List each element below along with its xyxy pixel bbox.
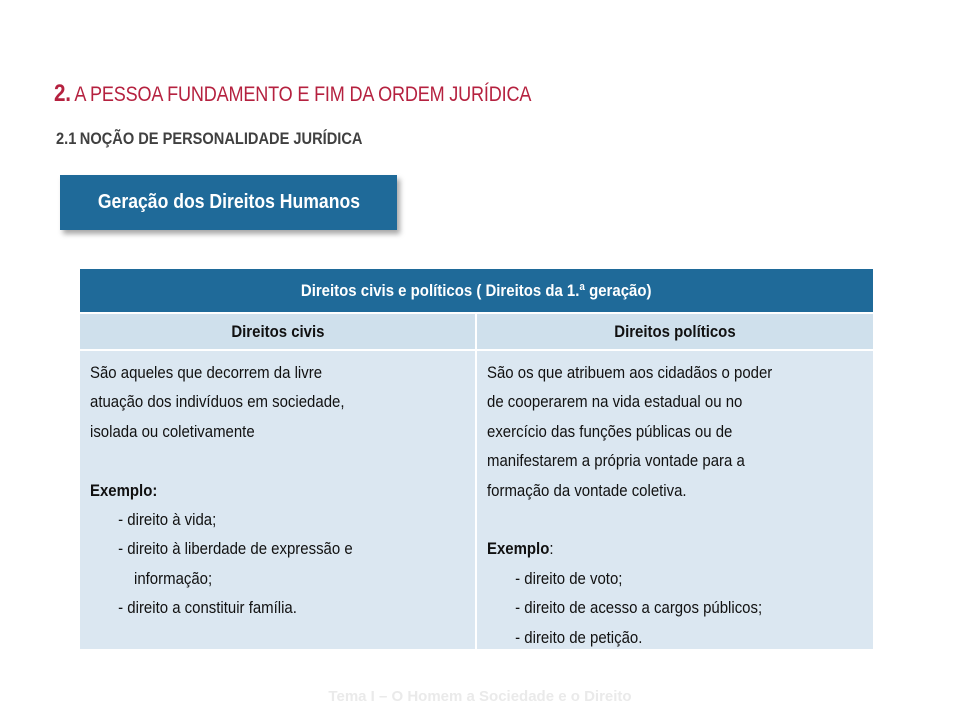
column-header-civil [80, 314, 475, 349]
page-subtitle [56, 129, 362, 149]
political-example-colon: : [549, 539, 554, 559]
spacer [487, 505, 873, 534]
political-example-item: - direito de acesso a cargos públicos; [515, 598, 763, 618]
subsection-title: NOÇÃO DE PERSONALIDADE JURÍDICA [79, 129, 363, 148]
section-number: 2. [54, 80, 71, 107]
civil-example-item: informação; [134, 568, 213, 588]
civil-description-line: São aqueles que decorrem da livre [90, 363, 323, 382]
table-header [80, 269, 873, 312]
section-title: A PESSOA FUNDAMENTO E FIM DA ORDEM JURÍDICA [74, 83, 532, 106]
civil-example-item: - direito à vida; [118, 509, 217, 529]
topic-banner [60, 175, 397, 230]
political-example-item: - direito de voto; [515, 568, 623, 588]
political-description-line: exercício das funções públicas ou de [487, 421, 733, 441]
spacer [90, 446, 475, 475]
slide-footer: Tema I – O Homem a Sociedade e o Direito [328, 688, 632, 705]
page-title [54, 80, 531, 108]
civil-example-label: Exemplo: [90, 480, 158, 500]
rights-table [80, 269, 873, 649]
political-description-line: de cooperarem na vida estadual ou no [487, 392, 743, 412]
column-header-political-label: Direitos políticos [614, 321, 736, 341]
civil-description-line: atuação dos indivíduos em sociedade, [90, 392, 345, 412]
political-example-item: - direito de petição. [515, 627, 643, 647]
political-example-label-text: Exemplo [487, 539, 550, 559]
column-header-civil-label: Direitos civis [230, 321, 325, 341]
civil-example-item: - direito à liberdade de expressão e [118, 539, 353, 559]
topic-banner-label: Geração dos Direitos Humanos [97, 191, 360, 213]
civil-rights-cell [80, 351, 475, 649]
political-rights-cell [477, 351, 873, 649]
subsection-number: 2.1 [56, 129, 77, 148]
civil-example-item: - direito a constituir família. [118, 598, 297, 618]
civil-description-line: isolada ou coletivamente [90, 421, 255, 441]
column-header-political [477, 314, 873, 349]
political-description-line: manifestarem a própria vontade para a [487, 451, 745, 471]
political-description-line: São os que atribuem aos cidadãos o poder [487, 363, 773, 382]
political-description-line: formação da vontade coletiva. [487, 480, 687, 500]
political-example-label [487, 534, 827, 563]
table-header-label: Direitos civis e políticos ( Direitos da 1.ª geração) [301, 280, 652, 300]
